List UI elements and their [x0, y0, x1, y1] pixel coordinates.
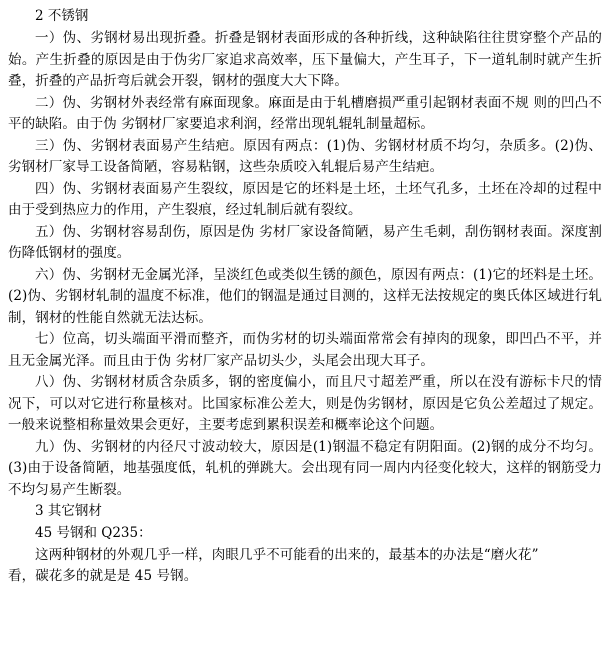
paragraph-item-5: 五）伪、劣钢材容易刮伤，原因是伪 劣材厂家设备简陋，易产生毛刺，刮伤钢材表面。深度割伤降低钢材的强度。	[8, 223, 602, 261]
paragraph-item-1: 一）伪、劣钢材易出现折叠。折叠是钢材表面形成的各种折线，这种缺陷往往贯穿整个产品的始。产生折叠的原因是由于伪劣厂家追求高效率，压下量偏大，产生耳子，下一道轧制时就产生折叠，折叠的产品折弯后就会开裂，钢材的强度大大下降。	[8, 30, 602, 89]
paragraph-item-4: 四）伪、劣钢材表面易产生裂纹，原因是它的坯料是土坯，土坯气孔多，土坯在冷却的过程中由于受到热应力的作用，产生裂痕，经过轧制后就有裂纹。	[8, 180, 602, 218]
paragraph-item-8: 八）伪、劣钢材材质含杂质多，钢的密度偏小，而且尺寸超差严重，所以在没有游标卡尺的情况下，可以对它进行称量核对。比国家标准公差大，则是伪劣钢材，原因是它负公差超过了规定。一般来说整相称量效果会更好，主要考虑到累积误差和概率论这个问题。	[8, 374, 602, 433]
paragraph-item-2: 二）伪、劣钢材外表经常有麻面现象。麻面是由于轧槽磨损严重引起钢材表面不规 则的凹凸不平的缺陷。由于伪 劣钢材厂家要追求利润，经常出现轧辊轧制量超标。	[8, 94, 602, 132]
paragraph-item-7: 七）位高，切头端面平滑而整齐，而伪劣材的切头端面常常会有掉肉的现象，即凹凸不平，并且无金属光泽。而且由于伪 劣材厂家产品切头少，头尾会出现大耳子。	[8, 331, 602, 369]
paragraph-item-11: 看，碳花多的就是是 45 号钢。	[8, 568, 198, 584]
section-heading-stainless: 2 不锈钢	[35, 8, 89, 24]
section-heading-other-steel: 3 其它钢材	[35, 503, 102, 519]
paragraph-item-6: 六）伪、劣钢材无金属光泽，呈淡红色或类似生锈的颜色，原因有两点：(1)它的坯料是土坯。(2)伪、劣钢材轧制的温度不标准，他们的钢温是通过目测的，这样无法按规定的奥氏体区域进行轧制，钢材的性能自然就无法达标。	[8, 266, 602, 326]
subheading-steel-grades: 45 号钢和 Q235：	[35, 525, 152, 541]
paragraph-item-9: 九）伪、劣钢材的内径尺寸波动较大，原因是(1)钢温不稳定有阴阳面。(2)钢的成分不均匀。(3)由于设备简陋，地基强度低，轧机的弹跳大。会出现有同一周内内径变化较大，这样的钢筋受力不均匀易产生断裂。	[8, 438, 602, 498]
paragraph-item-10: 这两种钢材的外观几乎一样，肉眼几乎不可能看的出来的，最基本的办法是“磨火花”	[35, 546, 539, 563]
paragraph-item-3: 三）伪、劣钢材表面易产生结疤。原因有两点：(1)伪、劣钢材材质不均匀，杂质多。(2)伪、劣钢材厂家导工设备简陋，容易粘钢，这些杂质咬入轧辊后易产生结疤。	[8, 137, 602, 175]
